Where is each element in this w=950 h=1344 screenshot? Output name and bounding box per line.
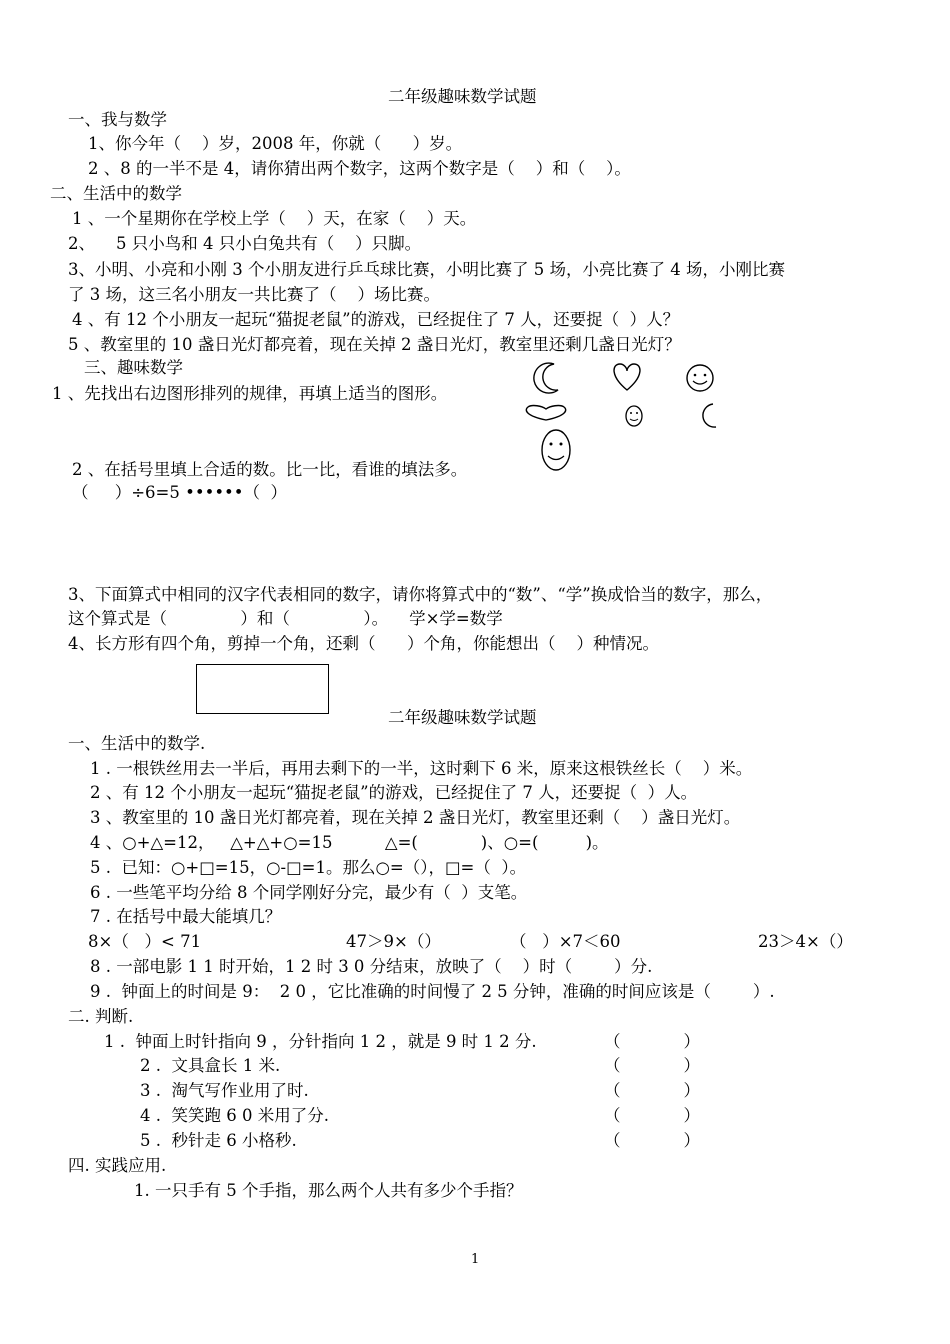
answer-bracket: （ ） (604, 1131, 700, 1150)
question-continued: 了 3 场，这三名小朋友一共比赛了（ ）场比赛。 (68, 285, 440, 304)
question: 5 、教室里的 10 盏日光灯都亮着，现在关掉 2 盏日光灯，教室里还剩几盏日光灯？ (68, 335, 681, 354)
shape-pattern (520, 360, 750, 478)
section-heading: 一、生活中的数学. (68, 734, 206, 753)
smiley-icon (626, 406, 642, 426)
question-continued: 这个算式是（ ）和（ ）。 学×学=数学 (68, 609, 503, 628)
section-heading: 二、生活中的数学 (50, 184, 182, 203)
smiley-icon (542, 430, 570, 470)
section-heading: 一、我与数学 (68, 110, 167, 129)
question: 4 、有 12 个小朋友一起玩“猫捉老鼠”的游戏，已经捉住了 7 人，还要捉（ ）人？ (72, 310, 680, 329)
answer-bracket: （ ） (604, 1032, 700, 1051)
section-heading: 二. 判断. (68, 1007, 134, 1026)
judgement-item: 5 . 秒针走 6 小格秒. (140, 1131, 297, 1150)
rectangle-figure (196, 664, 329, 714)
moon-icon (534, 363, 558, 393)
judgement-item: 4 . 笑笑跑 6 0 米用了分. (140, 1106, 329, 1125)
question: 1 . 一根铁丝用去一半后，再用去剩下的一半，这时剩下 6 米，原来这根铁丝长（ ）米。 (90, 759, 753, 778)
question: 2 、有 12 个小朋友一起玩“猫捉老鼠”的游戏，已经捉住了 7 人，还要捉（ ）人。 (90, 783, 698, 802)
question: 8 . 一部电影 1 1 时开始，1 2 时 3 0 分结束，放映了（ ）时（ ）分. (90, 957, 653, 976)
inequality-item: 23＞4×（） (758, 932, 853, 951)
question: 6 . 一些笔平均分给 8 个同学刚好分完，最少有（ ）支笔。 (90, 883, 528, 902)
judgement-item: 3 . 淘气写作业用了时. (140, 1081, 309, 1100)
inequality-item: （ ）×7＜60 (510, 932, 621, 951)
question: 2 、在括号里填上合适的数。比一比，看谁的填法多。 (72, 460, 468, 479)
question: 1、你今年（ ）岁，2008 年，你就（ ）岁。 (88, 134, 463, 153)
question: 1 、一个星期你在学校上学（ ）天，在家（ ）天。 (72, 209, 477, 228)
question: 1. 一只手有 5 个手指，那么两个人共有多少个手指？ (134, 1181, 523, 1200)
judgement-item: 2 . 文具盒长 1 米. (140, 1056, 281, 1075)
inequality-item: 47＞9×（） (346, 932, 441, 951)
question: 2 、8 的一半不是 4，请你猜出两个数字，这两个数字是（ ）和（ ）。 (88, 159, 631, 178)
question: 3、下面算式中相同的汉字代表相同的数字，请你将算式中的“数”、“学”换成恰当的数字，那么， (68, 585, 773, 604)
page-number: 1 (471, 1252, 480, 1267)
question: 4、长方形有四个角，剪掉一个角，还剩（ ）个角，你能想出（ ）种情况。 (68, 634, 659, 653)
answer-bracket: （ ） (604, 1056, 700, 1075)
question: 3 、教室里的 10 盏日光灯都亮着，现在关掉 2 盏日光灯，教室里还剩（ ）盏日光灯。 (90, 808, 741, 827)
judgement-item: 1 . 钟面上时针指向 9 ，分针指向 1 2 ，就是 9 时 1 2 分. (104, 1032, 537, 1051)
expression: （ ）÷6=5 ••••••（ ） (72, 483, 287, 502)
page-title: 二年级趣味数学试题 (388, 87, 537, 106)
heart-icon (614, 364, 640, 390)
page-title: 二年级趣味数学试题 (388, 708, 537, 727)
question: 7 . 在括号中最大能填几？ (90, 907, 282, 926)
smiley-icon (687, 365, 713, 391)
question: 1 、先找出右边图形排列的规律，再填上适当的图形。 (52, 384, 448, 403)
answer-bracket: （ ） (604, 1081, 700, 1100)
moon-icon (703, 404, 716, 427)
question: 4 、○+△=12， △+△+○=15 △=( )、○=( )。 (90, 833, 609, 852)
answer-bracket: （ ） (604, 1106, 700, 1125)
section-heading: 四. 实践应用. (68, 1156, 167, 1175)
question: 2、 5 只小鸟和 4 只小白兔共有（ ）只脚。 (68, 234, 422, 253)
inequality-item: 8×（ ）< 71 (88, 932, 202, 951)
question: 5 . 已知：○+□=15，○-□=1。那么○=（），□=（ ）。 (90, 858, 527, 877)
heart-icon (526, 406, 565, 420)
section-heading: 三、趣味数学 (84, 358, 183, 377)
question: 9 . 钟面上的时间是 9： 2 0 ，它比准确的时间慢了 2 5 分钟，准确的时间应该是（ ）. (90, 982, 775, 1001)
question: 3、小明、小亮和小刚 3 个小朋友进行乒乓球比赛，小明比赛了 5 场，小亮比赛了 4 场，小刚比赛 (68, 260, 785, 279)
